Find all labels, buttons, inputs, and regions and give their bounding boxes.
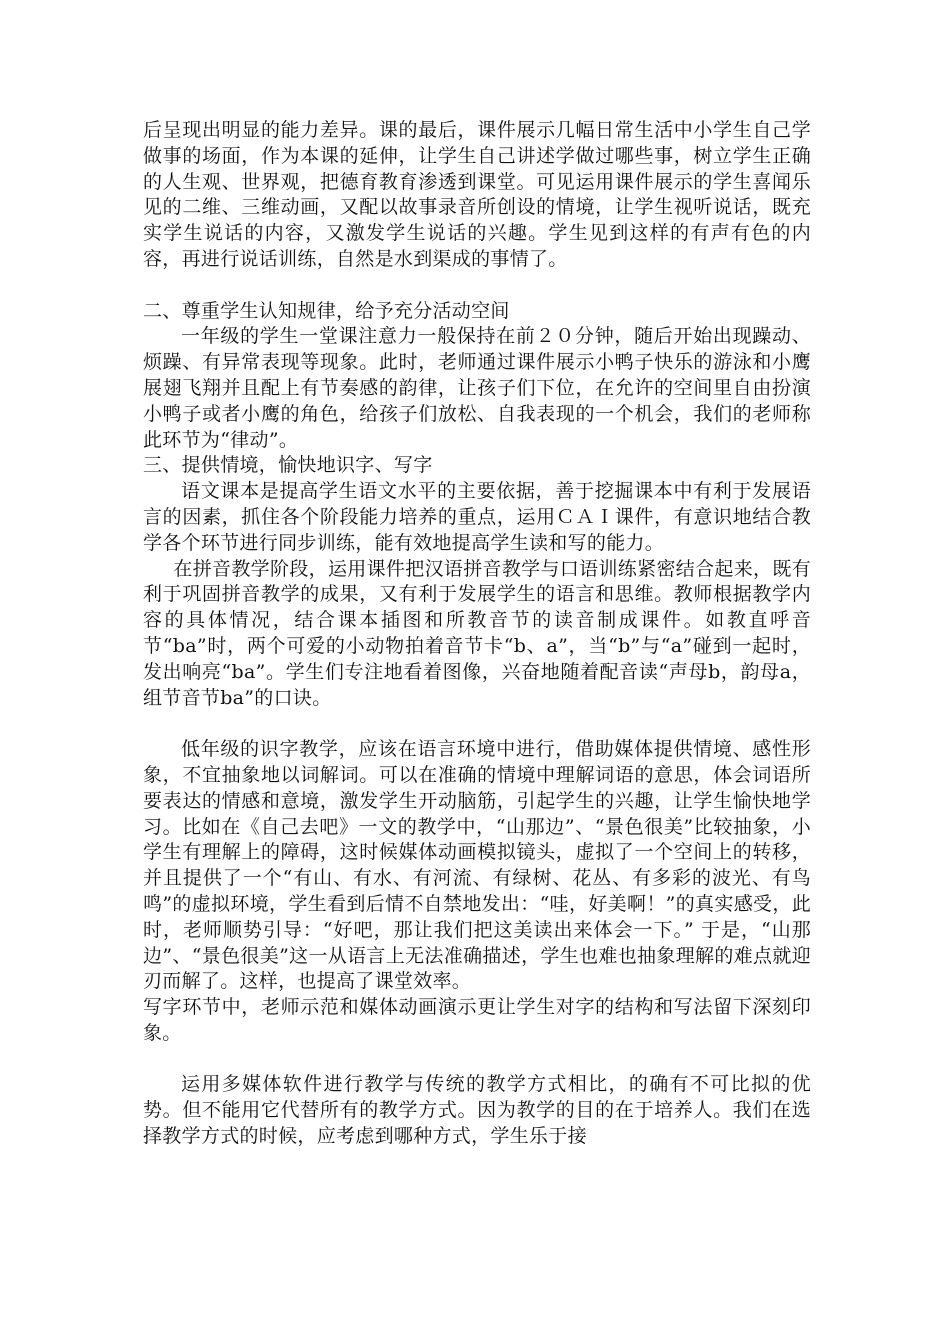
- paragraph-5: 低年级的识字教学，应该在语言环境中进行，借助媒体提供情境、感性形象，不宜抽象地以词解词。可以在准确的情境中理解词语的意思，体会词语所要表达的情感和意境，激发学生开动脑筋，引起学生的兴趣，让学生愉快地学习。比如在《自己去吧》一文的教学中，“山那边”、“景色很美”比较抽象，小学生有理解上的障碍，这时候媒体动画模拟镜头，虚拟了一个空间上的转移，并且提供了一个“有山、有水、有河流、有绿树、花丛、有多彩的波光、有鸟鸣”的虚拟环境，学生看到后情不自禁地发出：“哇，好美啊！”的真实感受，此时，老师顺势引导：“好吧，那让我们把这美读出来体会一下。” 于是，“山那边”、“景色很美”这一从语言上无法准确描述，学生也难也抽象理解的难点就迎刃而解了。这样，也提高了课堂效率。: [143, 738, 811, 993]
- paragraph-6: 写字环节中，老师示范和媒体动画演示更让学生对字的结构和写法留下深刻印象。: [143, 996, 811, 1044]
- section-heading-2: 二、尊重学生认知规律，给予充分活动空间: [143, 299, 510, 322]
- blank-line: [143, 273, 811, 299]
- blank-line: [143, 711, 811, 737]
- document-page: [143, 118, 811, 1150]
- blank-line: [143, 1047, 811, 1073]
- paragraph-7: 运用多媒体软件进行教学与传统的教学方式相比，的确有不可比拟的优势。但不能用它代替所有的教学方式。因为教学的目的在于培养人。我们在选择教学方式的时候，应考虑到哪种方式，学生乐于接: [143, 1073, 811, 1148]
- paragraph-3: 语文课本是提高学生语文水平的主要依据，善于挖掘课本中有利于发展语言的因素，抓住各个阶段能力培养的重点，运用ＣＡＩ课件，有意识地结合教学各个环节进行同步训练，能有效地提高学生读和写的能力。: [143, 480, 811, 554]
- paragraph-2: 一年级的学生一堂课注意力一般保持在前２０分钟，随后开始出现躁动、烦躁、有异常表现等现象。此时，老师通过课件展示小鸭子快乐的游泳和小鹰展翅飞翔并且配上有节奏感的韵律，让孩子们下位，在允许的空间里自由扮演小鸭子或者小鹰的角色，给孩子们放松、自我表现的一个机会，我们的老师称此环节为“律动”。: [143, 325, 811, 451]
- paragraph-1: 后呈现出明显的能力差异。课的最后，课件展示几幅日常生活中小学生自己学做事的场面，作为本课的延伸，让学生自己讲述学做过哪些事，树立学生正确的人生观、世界观，把德育教育渗透到课堂。可见运用课件展示的学生喜闻乐见的二维、三维动画，又配以故事录音所创设的情境，让学生视听说话，既充实学生说话的内容，又激发学生说话的兴趣。学生见到这样的有声有色的内容，再进行说话训练，自然是水到渠成的事情了。: [143, 119, 811, 270]
- paragraph-4: 在拼音教学阶段，运用课件把汉语拼音教学与口语训练紧密结合起来，既有利于巩固拼音教学的成果，又有利于发展学生的语言和思维。教师根据教学内容的具体情况，结合课本插图和所教音节的读音制成课件。如教直呼音节“ba”时，两个可爱的小动物拍着音节卡“b、a”，当“b”与“a”碰到一起时，发出响亮“ba”。学生们专注地看着图像，兴奋地随着配音读“声母b，韵母a，组节音节ba”的口诀。: [143, 557, 811, 709]
- section-heading-3: 三、提供情境，愉快地识字、写字: [143, 454, 433, 477]
